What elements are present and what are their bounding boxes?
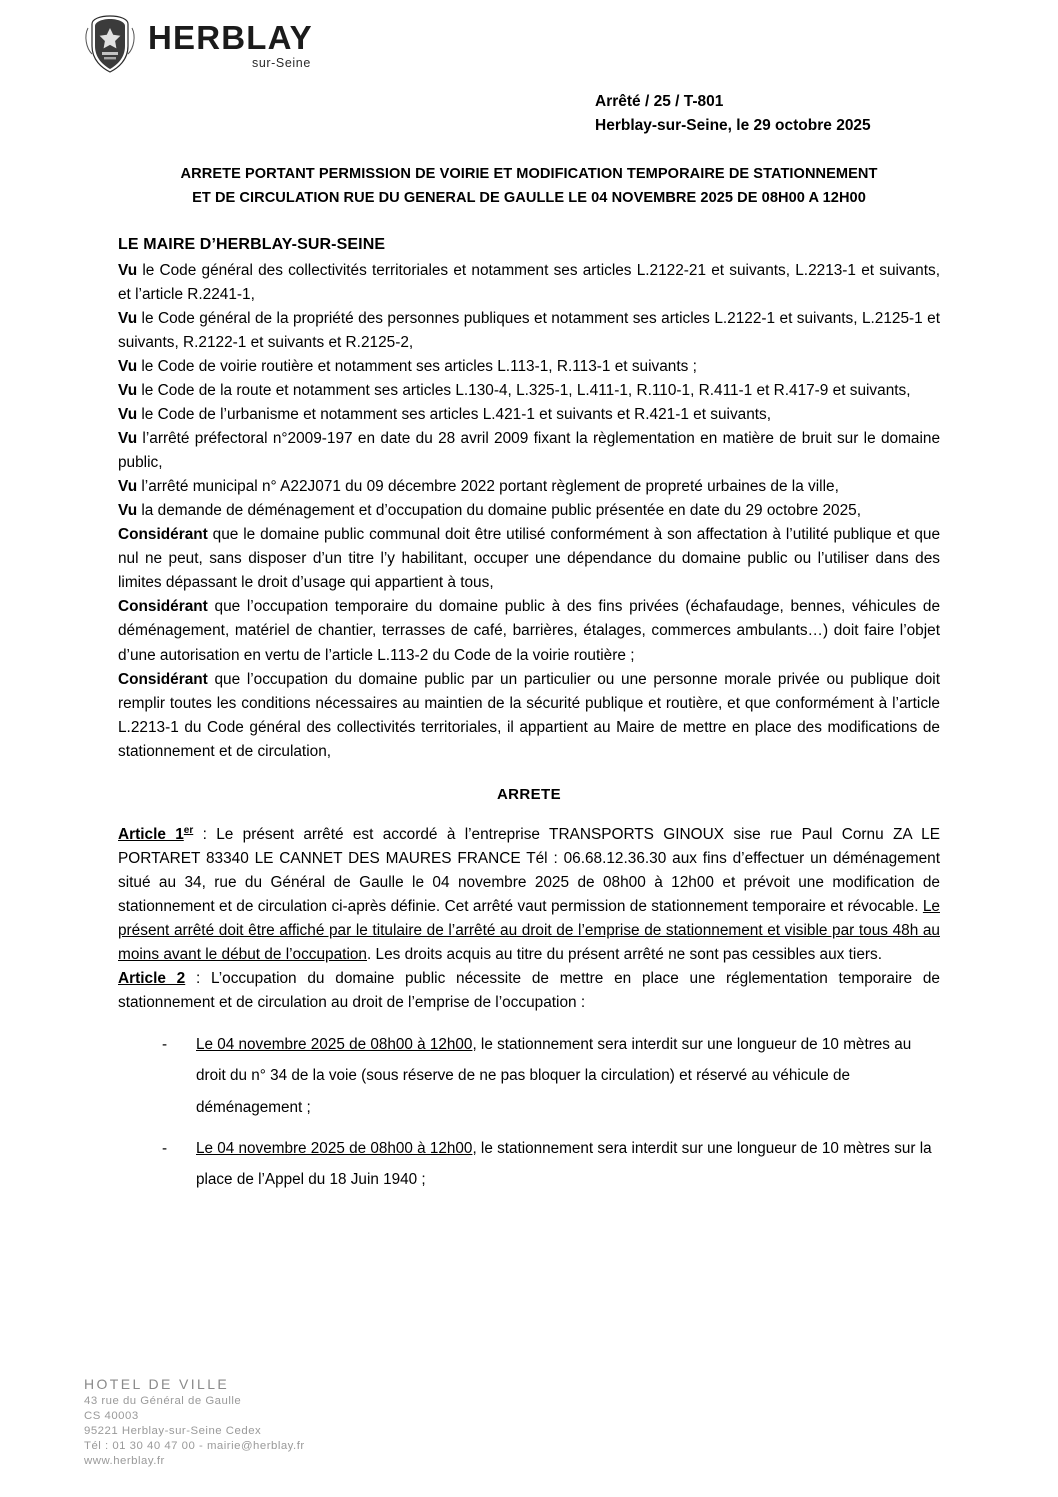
arrete-number: Arrêté / 25 / T-801 [595,93,724,110]
considerant-text: que l’occupation du domaine public par un particulier ou une personne morale privée ou publique doit remplir toutes les conditions nécessaires au maintien de la sécurité publique et routière, et que conformément à l’article L.2213-1 du Code général des collectivités territoriales, il appartient au Maire de mettre en place des modifications de stationnement et de circulation, [118,670,940,760]
article-2-label: Article 2 [118,969,186,987]
vu-lead: Vu [118,406,138,424]
page-title-line-1: ARRETE PORTANT PERMISSION DE VOIRIE ET MODIFICATION TEMPORAIRE DE STATIONNEMENT [180,166,878,182]
vu-text: la demande de déménagement et d’occupation du domaine public présentée en date du 29 octobre 2025, [137,502,861,520]
page-title [84,163,974,210]
vu-text: le Code de voirie routière et notamment ses articles L.113-1, R.113-1 et suivants ; [137,358,697,376]
considerant-item [118,668,940,764]
vu-text: le Code de la route et notamment ses articles L.130-4, L.325-1, L.411-1, R.110-1, R.411-1 et R.417-9 et suivants, [137,382,911,400]
vu-lead: Vu [118,502,138,520]
footer-contact-line: Tél : 01 30 40 47 00 - mairie@herblay.fr [84,1439,305,1452]
document-body [118,236,940,1206]
considerant-text: que l’occupation temporaire du domaine public à des fins privées (échafaudage, bennes, véhicules de déménagement, matériel de chantier, terrasses de café, barrières, étalages, commerces ambulants…) doit faire l’objet d’une autorisation en vertu de l’article L.113-2 du Code de la voirie routière ; [118,598,940,664]
article-2 [118,967,940,1015]
vu-text: l’arrêté municipal n° A22J071 du 09 décembre 2022 portant règlement de propreté urbaines de la ville, [137,478,839,496]
footer [84,1375,305,1469]
city-name: HERBLAY [148,18,313,56]
vu-item [118,475,940,499]
considerant-item [118,595,940,667]
vu-text: le Code de l’urbanisme et notamment ses articles L.421-1 et suivants et R.421-1 et suivants, [137,406,772,424]
place-and-date: Herblay-sur-Seine, le 29 octobre 2025 [595,117,871,135]
article-2-text: : L’occupation du domaine public nécessite de mettre en place une réglementation temporaire de stationnement et de circulation au droit de l’emprise de l’occupation : [118,969,940,1011]
vu-text: l’arrêté préfectoral n°2009-197 en date du 28 avril 2009 fixant la règlementation en matière de bruit sur le domaine public, [118,430,940,472]
measure-text-2: , le stationnement sera interdit sur une longueur de 10 mètres sur la place de l’Appel du 18 Juin 1940 ; [196,1140,932,1189]
city-wordmark [148,18,313,70]
coat-of-arms-icon [84,14,136,76]
article-1-text: : Le présent arrêté est accordé à l’entreprise TRANSPORTS GINOUX sise rue Paul Cornu ZA LE PORTARET 83340 LE CANNET DES MAURES FRANCE Tél : 06.68.12.36.30 aux fins d’effectuer un déménagement situé au 34, rue du Général de Gaulle le 04 novembre 2025 de 08h00 à 12h00 et prévoit une modification de stationnement et de circulation ci-après définie. Cet arrêté vaut permission de stationnement temporaire et révocable. [118,825,940,915]
measure-date-1: Le 04 novembre 2025 de 08h00 à 12h00 [196,1036,473,1054]
footer-address-line: 95221 Herblay-sur-Seine Cedex [84,1424,262,1437]
vu-item [118,499,940,523]
vu-lead: Vu [118,262,138,279]
considerant-item [118,523,940,595]
mayor-heading: LE MAIRE D’HERBLAY-SUR-SEINE [118,236,386,253]
vu-item [118,427,940,475]
considerant-lead: Considérant [118,598,208,616]
vu-item [118,355,940,379]
list-item [162,1029,940,1123]
measure-date-2: Le 04 novembre 2025 de 08h00 à 12h00 [196,1140,473,1158]
considerant-lead: Considérant [118,670,208,688]
page-title-line-2: ET DE CIRCULATION RUE DU GENERAL DE GAULLE LE 04 NOVEMBRE 2025 DE 08H00 A 12H00 [192,189,866,206]
vu-text: le Code général des collectivités territoriales et notamment ses articles L.2122-21 et suivants, L.2213-1 et suivants, et l’article R.2241-1, [118,262,940,304]
list-item [162,1133,940,1196]
vu-item [118,403,940,427]
arrete-heading: ARRETE [496,785,562,803]
vu-lead: Vu [118,478,138,496]
considerant-text: que le domaine public communal doit être utilisé conformément à son affectation à l’utilité publique et que nul ne peut, sans disposer d’un titre l’y habilitant, occuper une dépendance du domaine public ou l’utiliser dans des limites dépassant le droit d’usage qui appartient à tous, [118,526,940,592]
vu-lead: Vu [118,430,138,448]
considerant-lead: Considérant [118,526,208,544]
letterhead [84,14,313,76]
article-1-underlined-notice: Le présent arrêté doit être affiché par le titulaire de l’arrêté au droit de l’emprise de stationnement et visible par tous 48h au moins avant le début de l’occupation [118,897,940,963]
measures-list [118,1029,940,1196]
footer-address-line: CS 40003 [84,1409,139,1422]
vu-item [118,307,940,355]
footer-address-line: 43 rue du Général de Gaulle [84,1394,242,1407]
article-1-label-sup: er [183,824,194,836]
vu-lead: Vu [118,382,138,400]
footer-title: HOTEL DE VILLE [84,1376,230,1393]
vu-lead: Vu [118,358,138,376]
measure-text-1: , le stationnement sera interdit sur une longueur de 10 mètres au droit du n° 34 de la voie (sous réserve de ne pas bloquer la circulation) et réservé au véhicule de déménagement ; [196,1036,912,1116]
article-1-text-end: . Les droits acquis au titre du présent arrêté ne sont pas cessibles aux tiers. [366,945,882,963]
vu-item [118,379,940,403]
footer-website: www.herblay.fr [84,1454,165,1467]
article-1 [118,823,940,967]
vu-item [118,259,940,307]
considerations-list [118,259,940,764]
vu-text: le Code général de la propriété des personnes publiques et notamment ses articles L.2122-1 et suivants, L.2125-1 et suivants, R.2122-1 et suivants et R.2125-2, [118,310,940,352]
article-1-label: Article 1 [118,825,184,843]
reference-block [595,90,871,138]
vu-lead: Vu [118,310,138,328]
city-subname: sur-Seine [251,55,311,70]
